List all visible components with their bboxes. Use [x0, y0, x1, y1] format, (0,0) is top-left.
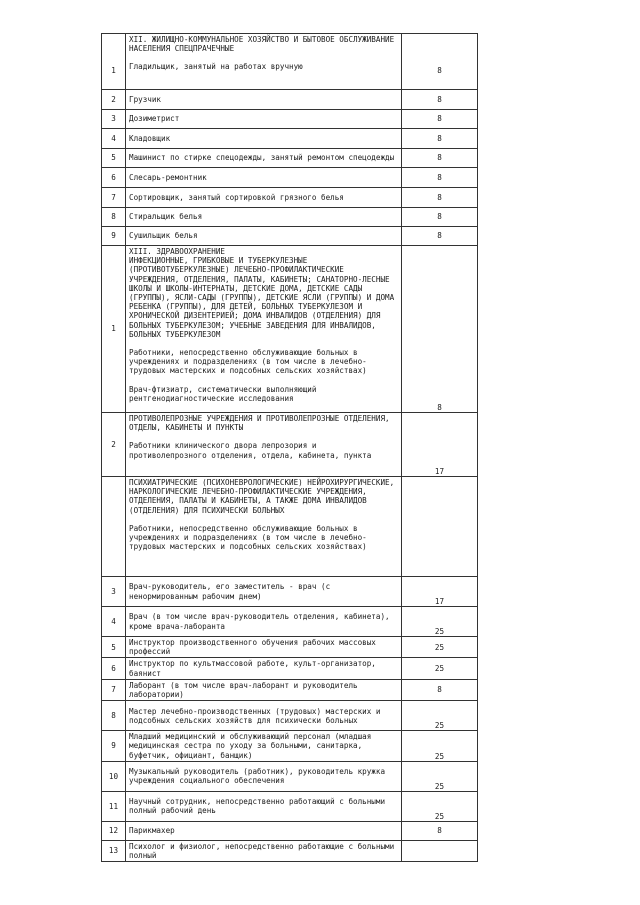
description-line: Инструктор по культмассовой работе, культ-организатор, баянист [129, 659, 376, 678]
row-number: 7 [102, 188, 126, 208]
row-number: 13 [102, 840, 126, 861]
row-description [126, 188, 402, 208]
table-row [102, 129, 478, 149]
row-number: 3 [102, 577, 126, 607]
table-row [102, 246, 478, 413]
row-value: 8 [402, 227, 478, 246]
table-row [102, 607, 478, 637]
row-description [126, 477, 402, 577]
table-row [102, 34, 478, 90]
description-line: Врач (в том числе врач-руководитель отделения, кабинета), кроме врача-лаборанта [129, 612, 390, 631]
table-row [102, 701, 478, 731]
row-value: 25 [402, 637, 478, 658]
description-line: Слесарь-ремонтник [129, 172, 207, 182]
row-value: 8 [402, 149, 478, 168]
row-description [126, 840, 402, 861]
row-number: 10 [102, 761, 126, 791]
row-value: 8 [402, 188, 478, 208]
row-number: 4 [102, 607, 126, 637]
row-value [402, 477, 478, 577]
row-description [126, 90, 402, 110]
description-line: Работники, непосредственно обслуживающие больных в учреждениях и подразделениях (в том числе в лечебно-трудовых мастерских и подсобных сельских хозяйствах) [129, 348, 367, 376]
description-line: Мастер лечебно-производственных (трудовых) мастерских и подсобных сельских хозяйств для психически больных [129, 706, 381, 725]
description-line: XIII. ЗДРАВООХРАНЕНИЕ [129, 247, 226, 256]
table-row [102, 90, 478, 110]
row-description [126, 110, 402, 129]
description-line: Инструктор производственного обучения рабочих массовых профессий [129, 638, 376, 657]
description-line: Кладовщик [129, 133, 171, 143]
row-number: 2 [102, 413, 126, 477]
row-value: 8 [402, 208, 478, 227]
row-value: 8 [402, 129, 478, 149]
description-line: Сортировщик, занятый сортировкой грязного белья [129, 192, 344, 202]
description-line: Лаборант (в том числе врач-лаборант и руководитель лаборатории) [129, 680, 358, 700]
description-line: Научный сотрудник, непосредственно работающий с больными полный рабочий день [129, 797, 386, 816]
row-value: 25 [402, 701, 478, 731]
table-row [102, 679, 478, 700]
table-body [102, 34, 478, 862]
table-row [102, 577, 478, 607]
row-description [126, 129, 402, 149]
table-row [102, 731, 478, 762]
row-number: 8 [102, 701, 126, 731]
description-line: Дозиметрист [129, 114, 180, 124]
table-row [102, 821, 478, 840]
row-number: 8 [102, 208, 126, 227]
row-number: 12 [102, 821, 126, 840]
description-line: Работники клинического двора лепрозория и противолепрозного отделения, отдела, кабинета, пункта [129, 441, 372, 460]
description-line: Машинист по стирке спецодежды, занятый ремонтом спецодежды [129, 153, 395, 163]
row-description [126, 168, 402, 188]
table-row [102, 840, 478, 861]
table-row [102, 637, 478, 658]
row-value: 25 [402, 658, 478, 679]
table-row [102, 168, 478, 188]
table-row [102, 761, 478, 791]
row-description [126, 227, 402, 246]
row-value: 25 [402, 761, 478, 791]
table-row [102, 110, 478, 129]
description-line: ПСИХИАТРИЧЕСКИЕ (ПСИХОНЕВРОЛОГИЧЕСКИЕ) НЕЙРОХИРУРГИЧЕСКИЕ, НАРКОЛОГИЧЕСКИЕ ЛЕЧЕБНО-ПРОФИЛАКТИЧЕСКИЕ УЧРЕЖДЕНИЯ, ОТДЕЛЕНИЯ, ПАЛАТЫ И КАБИНЕТЫ, А ТАКЖЕ ДОМА ИНВАЛИДОВ (ОТДЕЛЕНИЯ) ДЛЯ ПСИХИЧЕСКИ БОЛЬНЫХ [129, 478, 395, 515]
row-value: 17 [402, 577, 478, 607]
row-number: 1 [102, 34, 126, 90]
row-description [126, 821, 402, 840]
description-line: Музыкальный руководитель (работник), руководитель кружка учреждения социального обеспечения [129, 767, 386, 786]
row-number: 11 [102, 791, 126, 821]
table-row [102, 188, 478, 208]
description-line: Врач-руководитель, его заместитель - врач (с ненормированным рабочим днем) [129, 582, 331, 601]
row-description [126, 246, 402, 413]
row-number: 7 [102, 679, 126, 700]
table-row [102, 413, 478, 477]
row-value: 17 [402, 413, 478, 477]
row-description [126, 413, 402, 477]
row-value: 8 [402, 168, 478, 188]
table-row [102, 658, 478, 679]
document-table [101, 33, 478, 862]
row-description [126, 34, 402, 90]
row-description [126, 761, 402, 791]
row-value: 25 [402, 731, 478, 762]
row-description [126, 658, 402, 679]
row-value: 8 [402, 679, 478, 700]
table-row [102, 227, 478, 246]
row-number: 3 [102, 110, 126, 129]
row-description [126, 791, 402, 821]
row-number: 5 [102, 637, 126, 658]
description-line: Работники, непосредственно обслуживающие больных в учреждениях и подразделениях (в том числе в лечебно-трудовых мастерских и подсобных сельских хозяйствах) [129, 523, 367, 552]
row-value: 8 [402, 90, 478, 110]
description-line: Врач-фтизиатр, систематически выполняющий рентгенодиагностические исследования [129, 384, 317, 403]
row-value: 8 [402, 34, 478, 90]
row-number: 2 [102, 90, 126, 110]
description-line: Стиральщик белья [129, 212, 203, 222]
row-value: 8 [402, 821, 478, 840]
description-line: ПРОТИВОЛЕПРОЗНЫЕ УЧРЕЖДЕНИЯ И ПРОТИВОЛЕПРОЗНЫЕ ОТДЕЛЕНИЯ, ОТДЕЛЫ, КАБИНЕТЫ И ПУНКТЫ [129, 414, 390, 433]
table-row [102, 149, 478, 168]
row-description [126, 731, 402, 762]
row-number: 5 [102, 149, 126, 168]
row-description [126, 637, 402, 658]
description-line: Грузчик [129, 94, 162, 104]
row-description [126, 701, 402, 731]
row-description [126, 208, 402, 227]
row-value [402, 840, 478, 861]
row-value: 8 [402, 110, 478, 129]
table-row [102, 791, 478, 821]
row-number: 6 [102, 658, 126, 679]
description-line: Парикмахер [129, 826, 175, 836]
description-line: Психолог и физиолог, непосредственно работающие с больными полный [129, 841, 395, 861]
row-description [126, 577, 402, 607]
description-line: Гладильщик, занятый на работах вручную [129, 62, 303, 72]
table-row [102, 208, 478, 227]
description-line: Сушильщик белья [129, 231, 198, 241]
row-value: 25 [402, 607, 478, 637]
row-number: 4 [102, 129, 126, 149]
row-number: 1 [102, 246, 126, 413]
description-line: ИНФЕКЦИОННЫЕ, ГРИБКОВЫЕ И ТУБЕРКУЛЕЗНЫЕ (ПРОТИВОТУБЕРКУЛЕЗНЫЕ) ЛЕЧЕБНО-ПРОФИЛАКТИЧЕСКИЕ УЧРЕЖДЕНИЯ, ОТДЕЛЕНИЯ, ПАЛАТЫ, КАБИНЕТЫ; САНАТОРНО-ЛЕСНЫЕ ШКОЛЫ И ШКОЛЫ-ИНТЕРНАТЫ, ДЕТСКИЕ ДОМА, ДЕТСКИЕ САДЫ (ГРУППЫ), ЯСЛИ-САДЫ (ГРУППЫ), ДЕТСКИЕ ЯСЛИ (ГРУППЫ) И ДОМА РЕБЕНКА (ГРУППЫ), ДЛЯ ДЕТЕЙ, БОЛЬНЫХ ТУБЕРКУЛЕЗОМ И ХРОНИЧЕСКОЙ ДИЗЕНТЕРИЕЙ; ДОМА ИНВАЛИДОВ (ОТДЕЛЕНИЯ) ДЛЯ БОЛЬНЫХ ТУБЕРКУЛЕЗОМ; УЧЕБНЫЕ ЗАВЕДЕНИЯ ДЛЯ ИНВАЛИДОВ, БОЛЬНЫХ ТУБЕРКУЛЕЗОМ [129, 256, 395, 339]
row-value: 25 [402, 791, 478, 821]
row-number: 9 [102, 227, 126, 246]
row-description [126, 679, 402, 700]
table-row [102, 477, 478, 577]
description-line: XII. ЖИЛИЩНО-КОММУНАЛЬНОЕ ХОЗЯЙСТВО И БЫТОВОЕ ОБСЛУЖИВАНИЕ НАСЕЛЕНИЯ СПЕЦПРАЧЕЧНЫЕ [129, 35, 395, 54]
row-value: 8 [402, 246, 478, 413]
row-description [126, 149, 402, 168]
description-line: Младший медицинский и обслуживающий персонал (младшая медицинская сестра по уходу за больными, санитарка, буфетчик, официант, банщик) [129, 732, 372, 760]
row-number: 6 [102, 168, 126, 188]
row-number: 9 [102, 731, 126, 762]
row-number [102, 477, 126, 577]
row-description [126, 607, 402, 637]
